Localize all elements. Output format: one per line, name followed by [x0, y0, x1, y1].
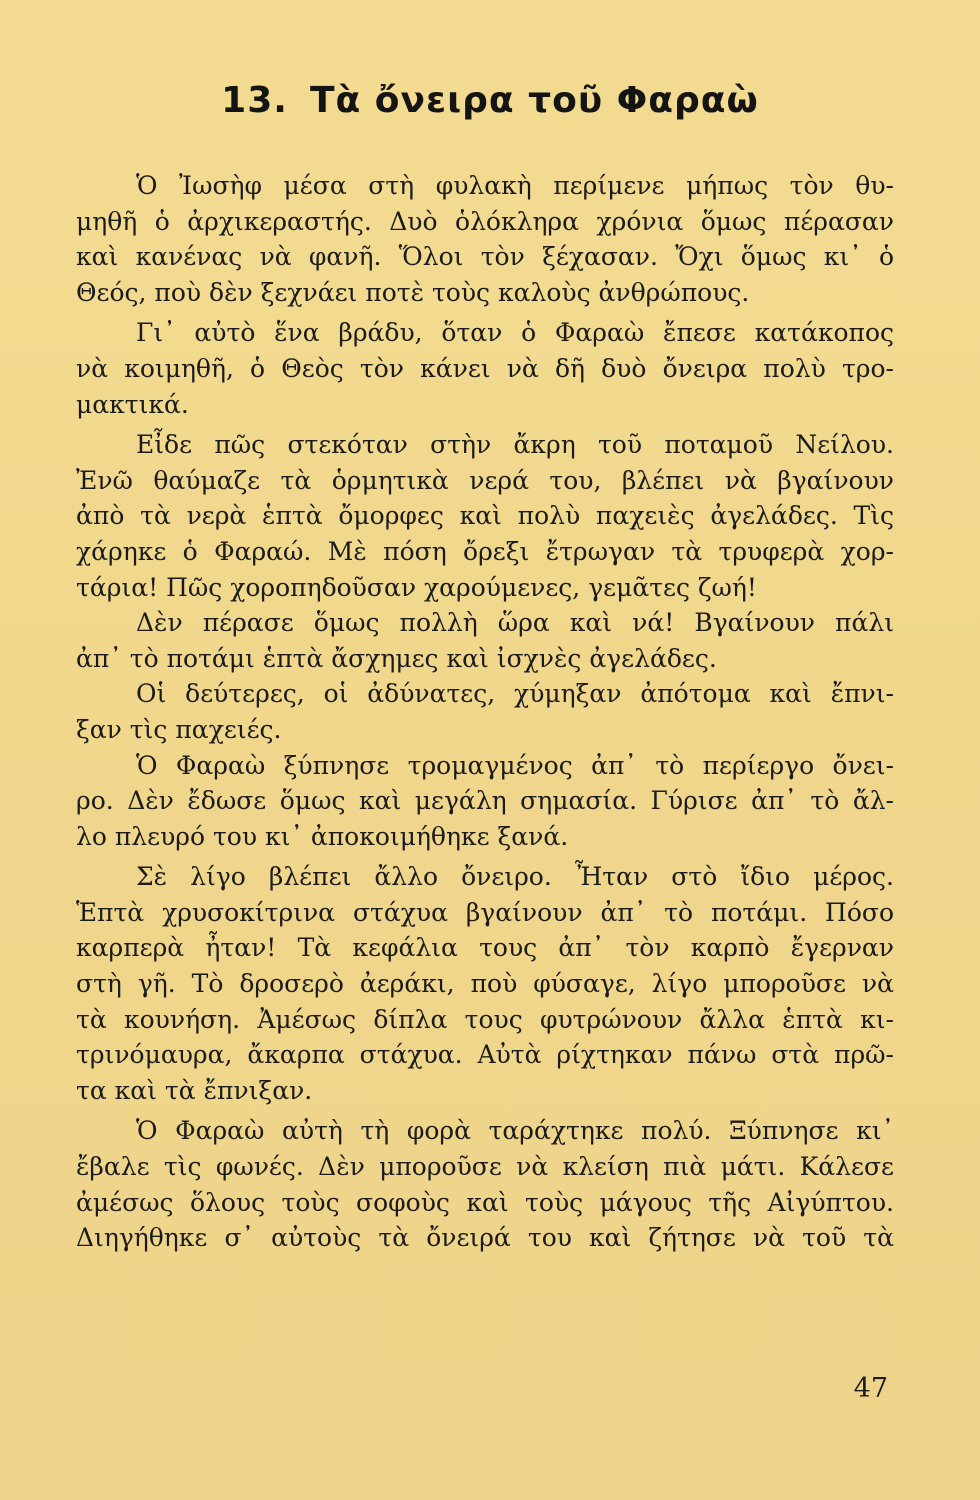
text-line: λο πλευρό του κι᾽ ἀποκοιμήθηκε ξανά.	[76, 821, 569, 851]
text-line: Διηγήθηκε σ᾽ αὐτοὺς τὰ ὄνειρά του καὶ ζήτησε νὰ τοῦ τὰ	[76, 1223, 894, 1253]
text-line: καὶ κανένας νὰ φανῆ. Ὅλοι τὸν ξέχασαν. Ὄχι ὅμως κι᾽ ὁ	[76, 242, 894, 272]
text-line: Ὁ Φαραὼ ξύπνησε τρομαγμένος ἀπ᾽ τὸ περίεργο ὄνει-	[136, 750, 894, 780]
text-line: τα καὶ τὰ ἔπνιξαν.	[76, 1075, 313, 1105]
text-line: μακτικά.	[76, 389, 189, 419]
text-line: ἀπ᾽ τὸ ποτάμι ἑπτὰ ἄσχημες καὶ ἰσχνὲς ἀγελάδες.	[76, 643, 717, 673]
text-line: χάρηκε ὁ Φαραώ. Μὲ πόση ὄρεξι ἔτρωγαν τὰ τρυφερὰ χορ-	[76, 536, 894, 566]
text-line: Ὁ Ἰωσὴφ μέσα στὴ φυλακὴ περίμενε μήπως τὸν θυ-	[136, 171, 894, 200]
text-line: νὰ κοιμηθῆ, ὁ Θεὸς τὸν κάνει νὰ δῆ δυὸ ὄνειρα πολὺ τρο-	[76, 353, 894, 383]
chapter-body	[76, 168, 894, 1256]
text-line: τάρια! Πῶς χοροπηδοῦσαν χαρούμενες, γεμᾶτες ζωή!	[76, 572, 757, 602]
text-line: τρινόμαυρα, ἄκαρπα στάχυα. Αὐτὰ ρίχτηκαν πάνω στὰ πρῶ-	[76, 1040, 894, 1070]
text-line: ἀμέσως ὅλους τοὺς σοφοὺς καὶ τοὺς μάγους τῆς Αἰγύπτου.	[76, 1187, 894, 1217]
text-line: Γι᾽ αὐτὸ ἕνα βράδυ, ὅταν ὁ Φαραὼ ἔπεσε κατάκοπος	[136, 318, 894, 348]
text-line: Σὲ λίγο βλέπει ἄλλο ὄνειρο. Ἦταν στὸ ἴδιο μέρος.	[136, 862, 894, 892]
chapter-number: 13.	[221, 80, 288, 121]
text-line: Ἑπτὰ χρυσοκίτρινα στάχυα βγαίνουν ἀπ᾽ τὸ ποτάμι. Πόσο	[76, 897, 894, 927]
text-line: μηθῆ ὁ ἀρχικεραστής. Δυὸ ὁλόκληρα χρόνια ὅμως πέρασαν	[76, 206, 894, 236]
text-line: Ἐνῶ θαύμαζε τὰ ὁρμητικὰ νερά του, βλέπει νὰ βγαίνουν	[76, 465, 894, 495]
text-line: Ὁ Φαραὼ αὐτὴ τὴ φορὰ ταράχτηκε πολύ. Ξύπνησε κι᾽	[136, 1116, 894, 1146]
text-line: Θεός, ποὺ δὲν ξεχνάει ποτὲ τοὺς καλοὺς ἀνθρώπους.	[76, 277, 750, 307]
text-line: τὰ κουνήση. Ἀμέσως δίπλα τους φυτρώνουν ἄλλα ἑπτὰ κι-	[76, 1004, 894, 1034]
text-line: ἔβαλε τὶς φωνές. Δὲν μποροῦσε νὰ κλείση πιὰ μάτι. Κάλεσε	[76, 1152, 894, 1182]
chapter-heading	[0, 80, 980, 121]
text-line: Οἱ δεύτερες, οἱ ἀδύνατες, χύμηξαν ἀπότομα καὶ ἔπνι-	[136, 679, 894, 709]
text-line: ἀπὸ τὰ νερὰ ἑπτὰ ὄμορφες καὶ πολὺ παχειὲς ἀγελάδες. Τὶς	[76, 501, 894, 531]
text-line: στὴ γῆ. Τὸ δροσερὸ ἀεράκι, ποὺ φύσαγε, λίγο μποροῦσε νὰ	[76, 969, 894, 999]
text-line: ρο. Δὲν ἔδωσε ὅμως καὶ μεγάλη σημασία. Γύρισε ἀπ᾽ τὸ ἄλ-	[76, 786, 894, 816]
text-line: καρπερὰ ἦταν! Τὰ κεφάλια τους ἀπ᾽ τὸν καρπὸ ἔγερναν	[76, 933, 894, 963]
text-line: Εἶδε πῶς στεκόταν στὴν ἄκρη τοῦ ποταμοῦ Νείλου.	[136, 430, 894, 460]
page-number: 47	[853, 1373, 888, 1404]
chapter-title: Τὰ ὄνειρα τοῦ Φαραὼ	[309, 80, 759, 121]
text-line: Δὲν πέρασε ὅμως πολλὴ ὥρα καὶ νά! Βγαίνουν πάλι	[136, 608, 894, 638]
text-line: ξαν τὶς παχειές.	[76, 714, 282, 744]
